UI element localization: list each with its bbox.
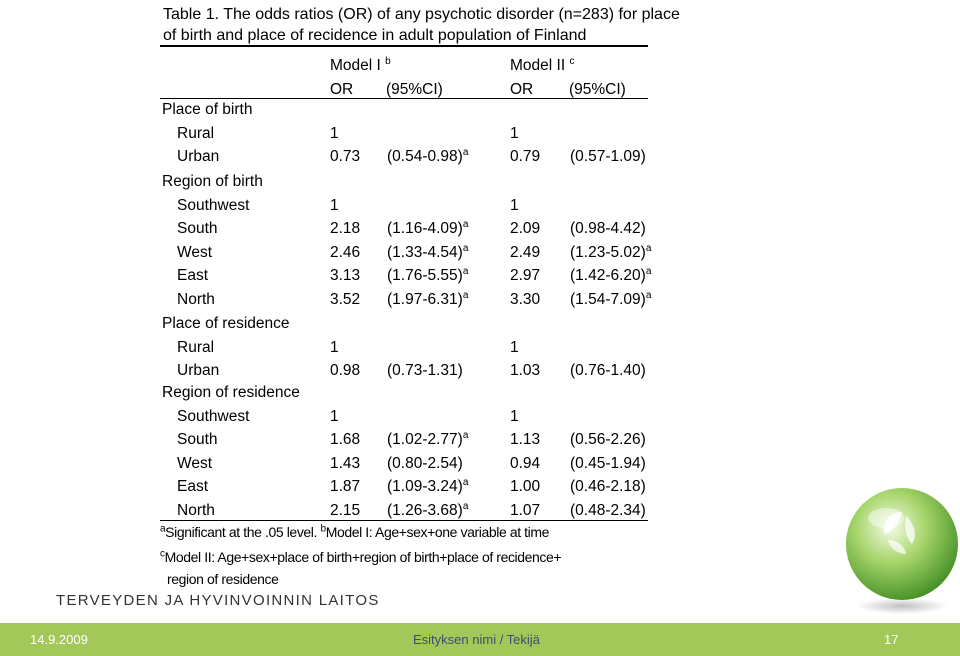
odds-ratio-model-2: 1 — [510, 196, 519, 214]
section-heading: Place of residence — [162, 315, 290, 332]
organization-name: TERVEYDEN JA HYVINVOINNIN LAITOS — [56, 592, 380, 609]
ci-model-1: $(0.54-0.98)^a$ — [387, 146, 469, 165]
row-label: West — [177, 454, 213, 472]
footnote-c-line-1: $^c$Model II: Age+sex+place of birth+region of birth+place of recidence+ — [160, 548, 562, 565]
row-label: East — [177, 478, 209, 495]
ci-model-1: (0.80-2.54) — [387, 454, 463, 472]
row-label: Urban — [177, 148, 220, 165]
model-2-header: Model II $^c$ — [510, 55, 575, 74]
ci-model-2: (0.48-2.34) — [570, 501, 646, 519]
odds-ratio-model-1: 1.43 — [330, 454, 361, 472]
ci-model-1: (0.73-1.31) — [387, 362, 463, 379]
ci-model-2: $(1.23-5.02)^a$ — [570, 242, 652, 261]
ci-model-2: $(1.42-6.20)^a$ — [570, 265, 652, 284]
footer-presentation-author: Esityksen nimi / Tekijä — [413, 632, 540, 647]
row-label: East — [177, 267, 209, 284]
odds-ratio-model-1: 2.46 — [330, 243, 361, 261]
odds-ratio-model-2: 2.09 — [510, 220, 541, 237]
odds-ratio-model-2: 2.49 — [510, 243, 541, 261]
row-label: West — [177, 243, 213, 261]
bottom-rule — [160, 520, 648, 521]
row-label: Southwest — [177, 407, 250, 425]
row-label: South — [177, 220, 218, 237]
table-title-line-2: of birth and place of recidence in adult population of Finland — [163, 27, 587, 44]
odds-ratio-model-1: 3.13 — [330, 267, 361, 284]
ci-model-1: $(1.02-2.77)^a$ — [387, 429, 469, 448]
odds-ratio-model-2: 1.07 — [510, 501, 541, 519]
ci-model-2: (0.76-1.40) — [570, 362, 646, 379]
ci-header-model-1: (95%CI) — [386, 81, 443, 98]
ci-model-1: $(1.33-4.54)^a$ — [387, 242, 469, 261]
odds-ratio-model-1: 1.68 — [330, 431, 361, 448]
odds-ratio-model-2: 3.30 — [510, 290, 541, 308]
odds-ratio-model-1: 3.52 — [330, 290, 361, 308]
odds-ratio-model-2: 0.94 — [510, 454, 541, 472]
ci-model-1: $(1.76-5.55)^a$ — [387, 265, 469, 284]
odds-ratio-model-2: 1 — [510, 338, 519, 356]
odds-ratio-model-2: 1 — [510, 124, 519, 142]
odds-ratio-model-1: 1 — [330, 124, 339, 142]
row-label: South — [177, 431, 218, 448]
ci-model-1: $(1.16-4.09)^a$ — [387, 218, 469, 237]
odds-ratio-model-2: 1.00 — [510, 478, 541, 495]
footer-page-number: 17 — [884, 632, 899, 647]
footer-date: 14.9.2009 — [30, 632, 88, 647]
ci-model-2: (0.46-2.18) — [570, 478, 646, 495]
odds-ratio-model-1: 1 — [330, 196, 339, 214]
section-heading: Region of birth — [162, 173, 263, 190]
ci-model-2: $(1.54-7.09)^a$ — [570, 289, 652, 308]
odds-ratio-model-2: 1.03 — [510, 362, 541, 379]
table-title-line-1: Table 1. The odds ratios (OR) of any psychotic disorder (n=283) for place — [163, 6, 680, 23]
row-label: North — [177, 501, 215, 519]
row-label: Rural — [177, 338, 215, 356]
top-rule — [160, 45, 648, 47]
ci-model-2: (0.98-4.42) — [570, 220, 646, 237]
odds-ratio-model-1: 2.15 — [330, 501, 361, 519]
footnote-a-b: $^a$Significant at the .05 level. $^b$Model I: Age+sex+one variable at time — [160, 523, 550, 540]
or-header-model-2: OR — [510, 81, 534, 98]
odds-ratio-model-1: 1 — [330, 407, 339, 425]
odds-ratio-model-2: 1 — [510, 407, 519, 425]
odds-ratio-model-2: 0.79 — [510, 148, 541, 165]
section-heading: Region of residence — [162, 384, 300, 401]
row-label: Rural — [177, 124, 215, 142]
odds-ratio-model-1: 1 — [330, 338, 339, 356]
odds-ratio-model-1: 0.98 — [330, 362, 361, 379]
odds-ratio-model-1: 0.73 — [330, 148, 361, 165]
ci-model-2: (0.45-1.94) — [570, 454, 646, 472]
odds-ratio-model-1: 2.18 — [330, 220, 361, 237]
odds-ratio-model-1: 1.87 — [330, 478, 361, 495]
ci-model-2: (0.57-1.09) — [570, 148, 646, 165]
row-label: Urban — [177, 362, 220, 379]
ci-header-model-2: (95%CI) — [569, 81, 626, 98]
table-title — [163, 4, 680, 46]
row-label: North — [177, 290, 215, 308]
section-heading: Place of birth — [162, 101, 253, 118]
header-rule — [160, 98, 648, 99]
footnote-c-line-2: region of residence — [167, 571, 279, 587]
or-header-model-1: OR — [330, 81, 354, 98]
odds-ratio-model-2: 2.97 — [510, 267, 541, 284]
ci-model-1: $(1.09-3.24)^a$ — [387, 476, 469, 495]
row-label: Southwest — [177, 196, 250, 214]
ci-model-1: $(1.97-6.31)^a$ — [387, 289, 469, 308]
ci-model-2: (0.56-2.26) — [570, 431, 646, 448]
model-1-header: Model I $^b$ — [330, 55, 391, 74]
odds-ratio-model-2: 1.13 — [510, 431, 541, 448]
ci-model-1: $(1.26-3.68)^a$ — [387, 500, 469, 519]
sphere-logo-icon — [840, 482, 960, 618]
